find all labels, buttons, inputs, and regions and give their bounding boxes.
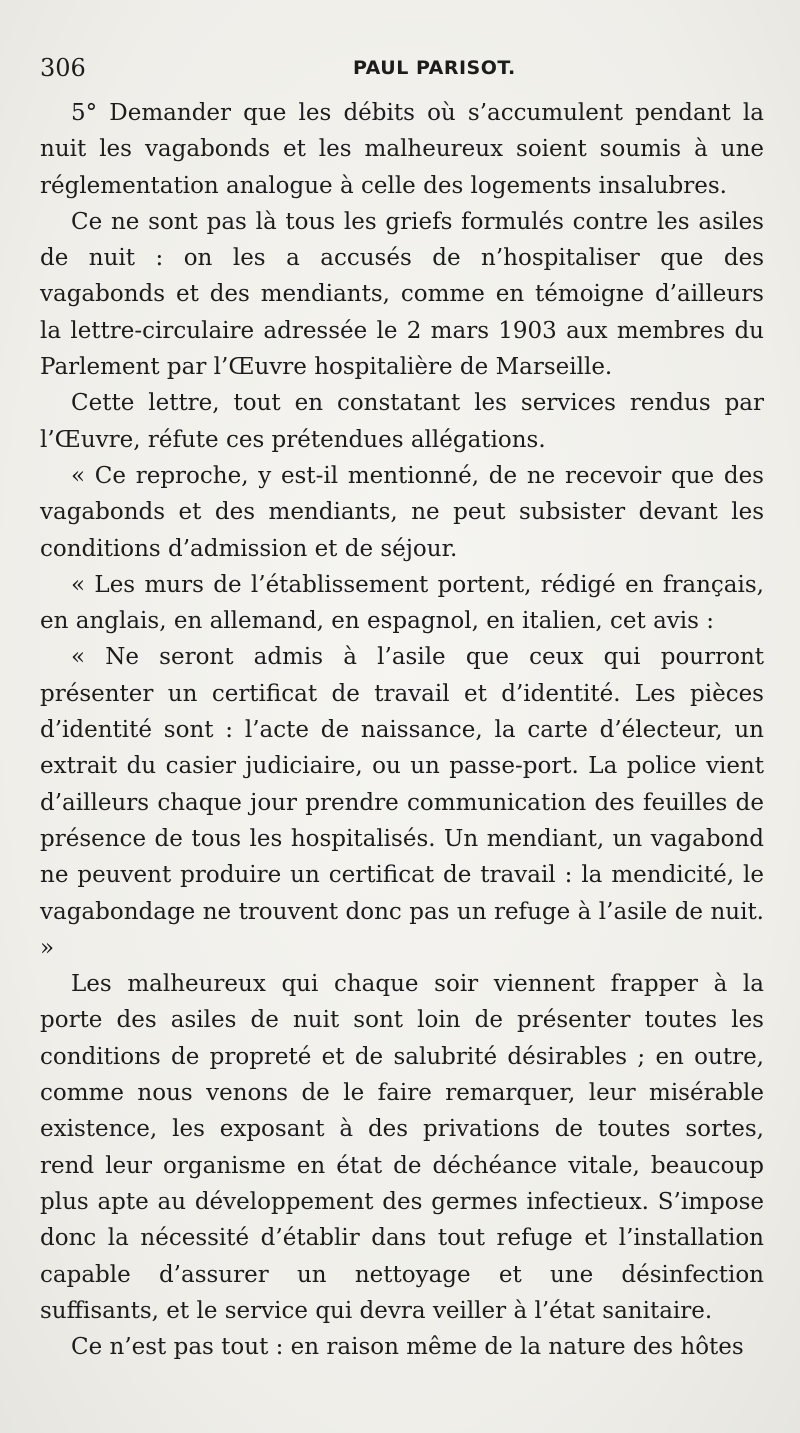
body-text [40,95,764,1365]
paragraph: « Ce reproche, y est-il mentionné, de ne recevoir que des vagabonds et des mendiants, ne peut subsister devant les conditions d’admission et de séjour. [40,462,764,562]
paragraph: Cette lettre, tout en constatant les services rendus par l’Œuvre, réfute ces prétendues allégations. [40,390,764,453]
paragraph: Ce ne sont pas là tous les griefs formulés contre les asiles de nuit : on les a accusés de n’hospitaliser que des vagabonds et des mendiants, comme en témoigne d’ailleurs la lettre-circulaire adressée le 2 mars 1903 aux membres du Parlement par l’Œuvre hospitalière de Marseille. [40,208,764,381]
paragraph: Les malheureux qui chaque soir viennent frapper à la porte des asiles de nuit sont loin de présenter toutes les conditions de propreté et de salubrité désirables ; en outre, comme nous venons de le faire remarquer, leur misérable existence, les exposant à des privations de toutes sortes, rend leur organisme en état de déchéance vitale, beaucoup plus apte au développement des germes infectieux. S’impose donc la nécessité d’établir dans tout refuge et l’installation capable d’assurer un nettoyage et une désinfection suffisants, et le service qui devra veiller à l’état sanitaire. [40,971,764,1324]
page-number: 306 [40,54,86,82]
paragraph: Ce n’est pas tout : en raison même de la nature des hôtes [71,1334,744,1361]
paragraph: « Les murs de l’établissement portent, rédigé en français, en anglais, en allemand, en espagnol, en italien, cet avis : [40,571,764,635]
page-header [40,54,760,88]
paragraph: « Ne seront admis à l’asile que ceux qui pourront présenter un certificat de travail et d’identité. Les pièces d’identité sont : l’acte de naissance, la carte d’électeur, un extrait du casier judiciaire, ou un passe-port. La police vient d’ailleurs chaque jour prendre communication des feuilles de présence de tous les hospitalisés. Un mendiant, un vagabond ne peuvent produire un certificat de travail : la mendicité, le vagabondage ne trouvent donc pas un refuge à l’asile de nuit. » [40,644,764,961]
paragraph: 5° Demander que les débits où s’accumulent pendant la nuit les vagabonds et les malheureux soient soumis à une réglementation analogue à celle des logements insalubres. [40,100,764,199]
running-head: PAUL PARISOT. [353,57,516,79]
